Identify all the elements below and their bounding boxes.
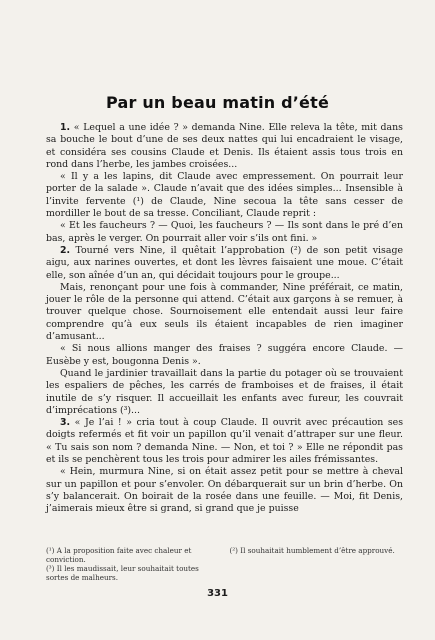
page-number: 331: [207, 588, 228, 599]
paragraph: [46, 466, 403, 515]
footnote: (²) Il souhaitait humblement d’être approuvé.: [229, 546, 395, 555]
section-number: 1.: [60, 122, 71, 133]
paragraph-text: « Il y a les lapins, dit Claude avec empressement. On pourrait leur porter de la salade ». Claude n’avait que des idées simples... Insensible à l’invite fervente (¹) de Claude, Nine secoua la tête sans cesser de mordiller le bout de sa tresse. Conciliant, Claude reprit :: [46, 171, 403, 220]
paragraph: [46, 417, 403, 466]
paragraph: [46, 343, 403, 368]
paragraph-text: « Je l’ai ! » cria tout à coup Claude. Il ouvrit avec précaution ses doigts refermés et fit voir un papillon qu’il venait d’attraper sur une fleur. « Tu sais son nom ? demanda Nine. — Non, et toi ? » Elle ne répondit pas et ils se penchèrent tous les trois pour admirer les ailes frémissantes.: [46, 417, 404, 466]
paragraph-text: « Hein, murmura Nine, si on était assez petit pour se mettre à cheval sur un papillon et pour s’envoler. On débarquerait sur un brin d’herbe. On s’y balancerait. On boirait de la rosée dans une feuille. — Moi, fit Denis, j’aimerais mieux être si grand, si grand que je puisse: [46, 466, 403, 515]
footnote: (¹) A la proposition faite avec chaleur et conviction.: [46, 546, 192, 564]
body-text: [46, 122, 403, 516]
page-title: Par un beau matin d’été: [105, 93, 329, 112]
paragraph: [46, 220, 403, 245]
paragraph-text: Quand le jardinier travaillait dans la partie du potager où se trouvaient les espaliers de pêches, les carrés de framboises et de fraises, il était inutile de s’y risquer. Il accueillait les enfants avec fureur, les couvrait d’imprécations (³)...: [46, 367, 403, 416]
footnote: (³) Il les maudissait, leur souhaitait toutes sortes de malheurs.: [46, 564, 199, 582]
paragraph: [46, 282, 403, 343]
paragraph: [46, 122, 403, 171]
paragraph: [46, 368, 403, 417]
section-number: 3.: [60, 417, 71, 429]
paragraph: [46, 245, 403, 282]
paragraph-text: Mais, renonçant pour une fois à commander, Nine préférait, ce matin, jouer le rôle de la personne qui attend. C’était aux garçons à se remuer, à trouver quelque chose. Sournoisement elle entendait aussi leur faire comprendre qu’à eux seuls ils étaient incapables de rien imaginer d’amusant...: [46, 281, 403, 343]
paragraph-text: « Si nous allions manger des fraises ? suggéra encore Claude. — Eusèbe y est, bougonna Denis ».: [46, 343, 403, 367]
paragraph-text: « Lequel a une idée ? » demanda Nine. Elle releva la tête, mit dans sa bouche le bout d’une de ses deux nattes qui lui encadraient le visage, et considéra ses cousins Claude et Denis. Ils étaient assis tous trois en rond dans l’herbe, les jambes croisées...: [46, 122, 403, 170]
paragraph-text: « Et les faucheurs ? — Quoi, les faucheurs ? — Ils sont dans le pré d’en bas, après le verger. On pourrait aller voir s’ils ont fini. »: [46, 220, 403, 244]
section-number: 2.: [60, 244, 71, 256]
paragraph-text: Tourné vers Nine, il quêtait l’approbation (²) de son petit visage aigu, aux narines ouvertes, et dont les lèvres faisaient une moue. C’était elle, son aînée d’un an, qui décidait toujours pour le groupe...: [46, 244, 403, 281]
footnotes: [46, 546, 403, 582]
paragraph: [46, 171, 403, 220]
